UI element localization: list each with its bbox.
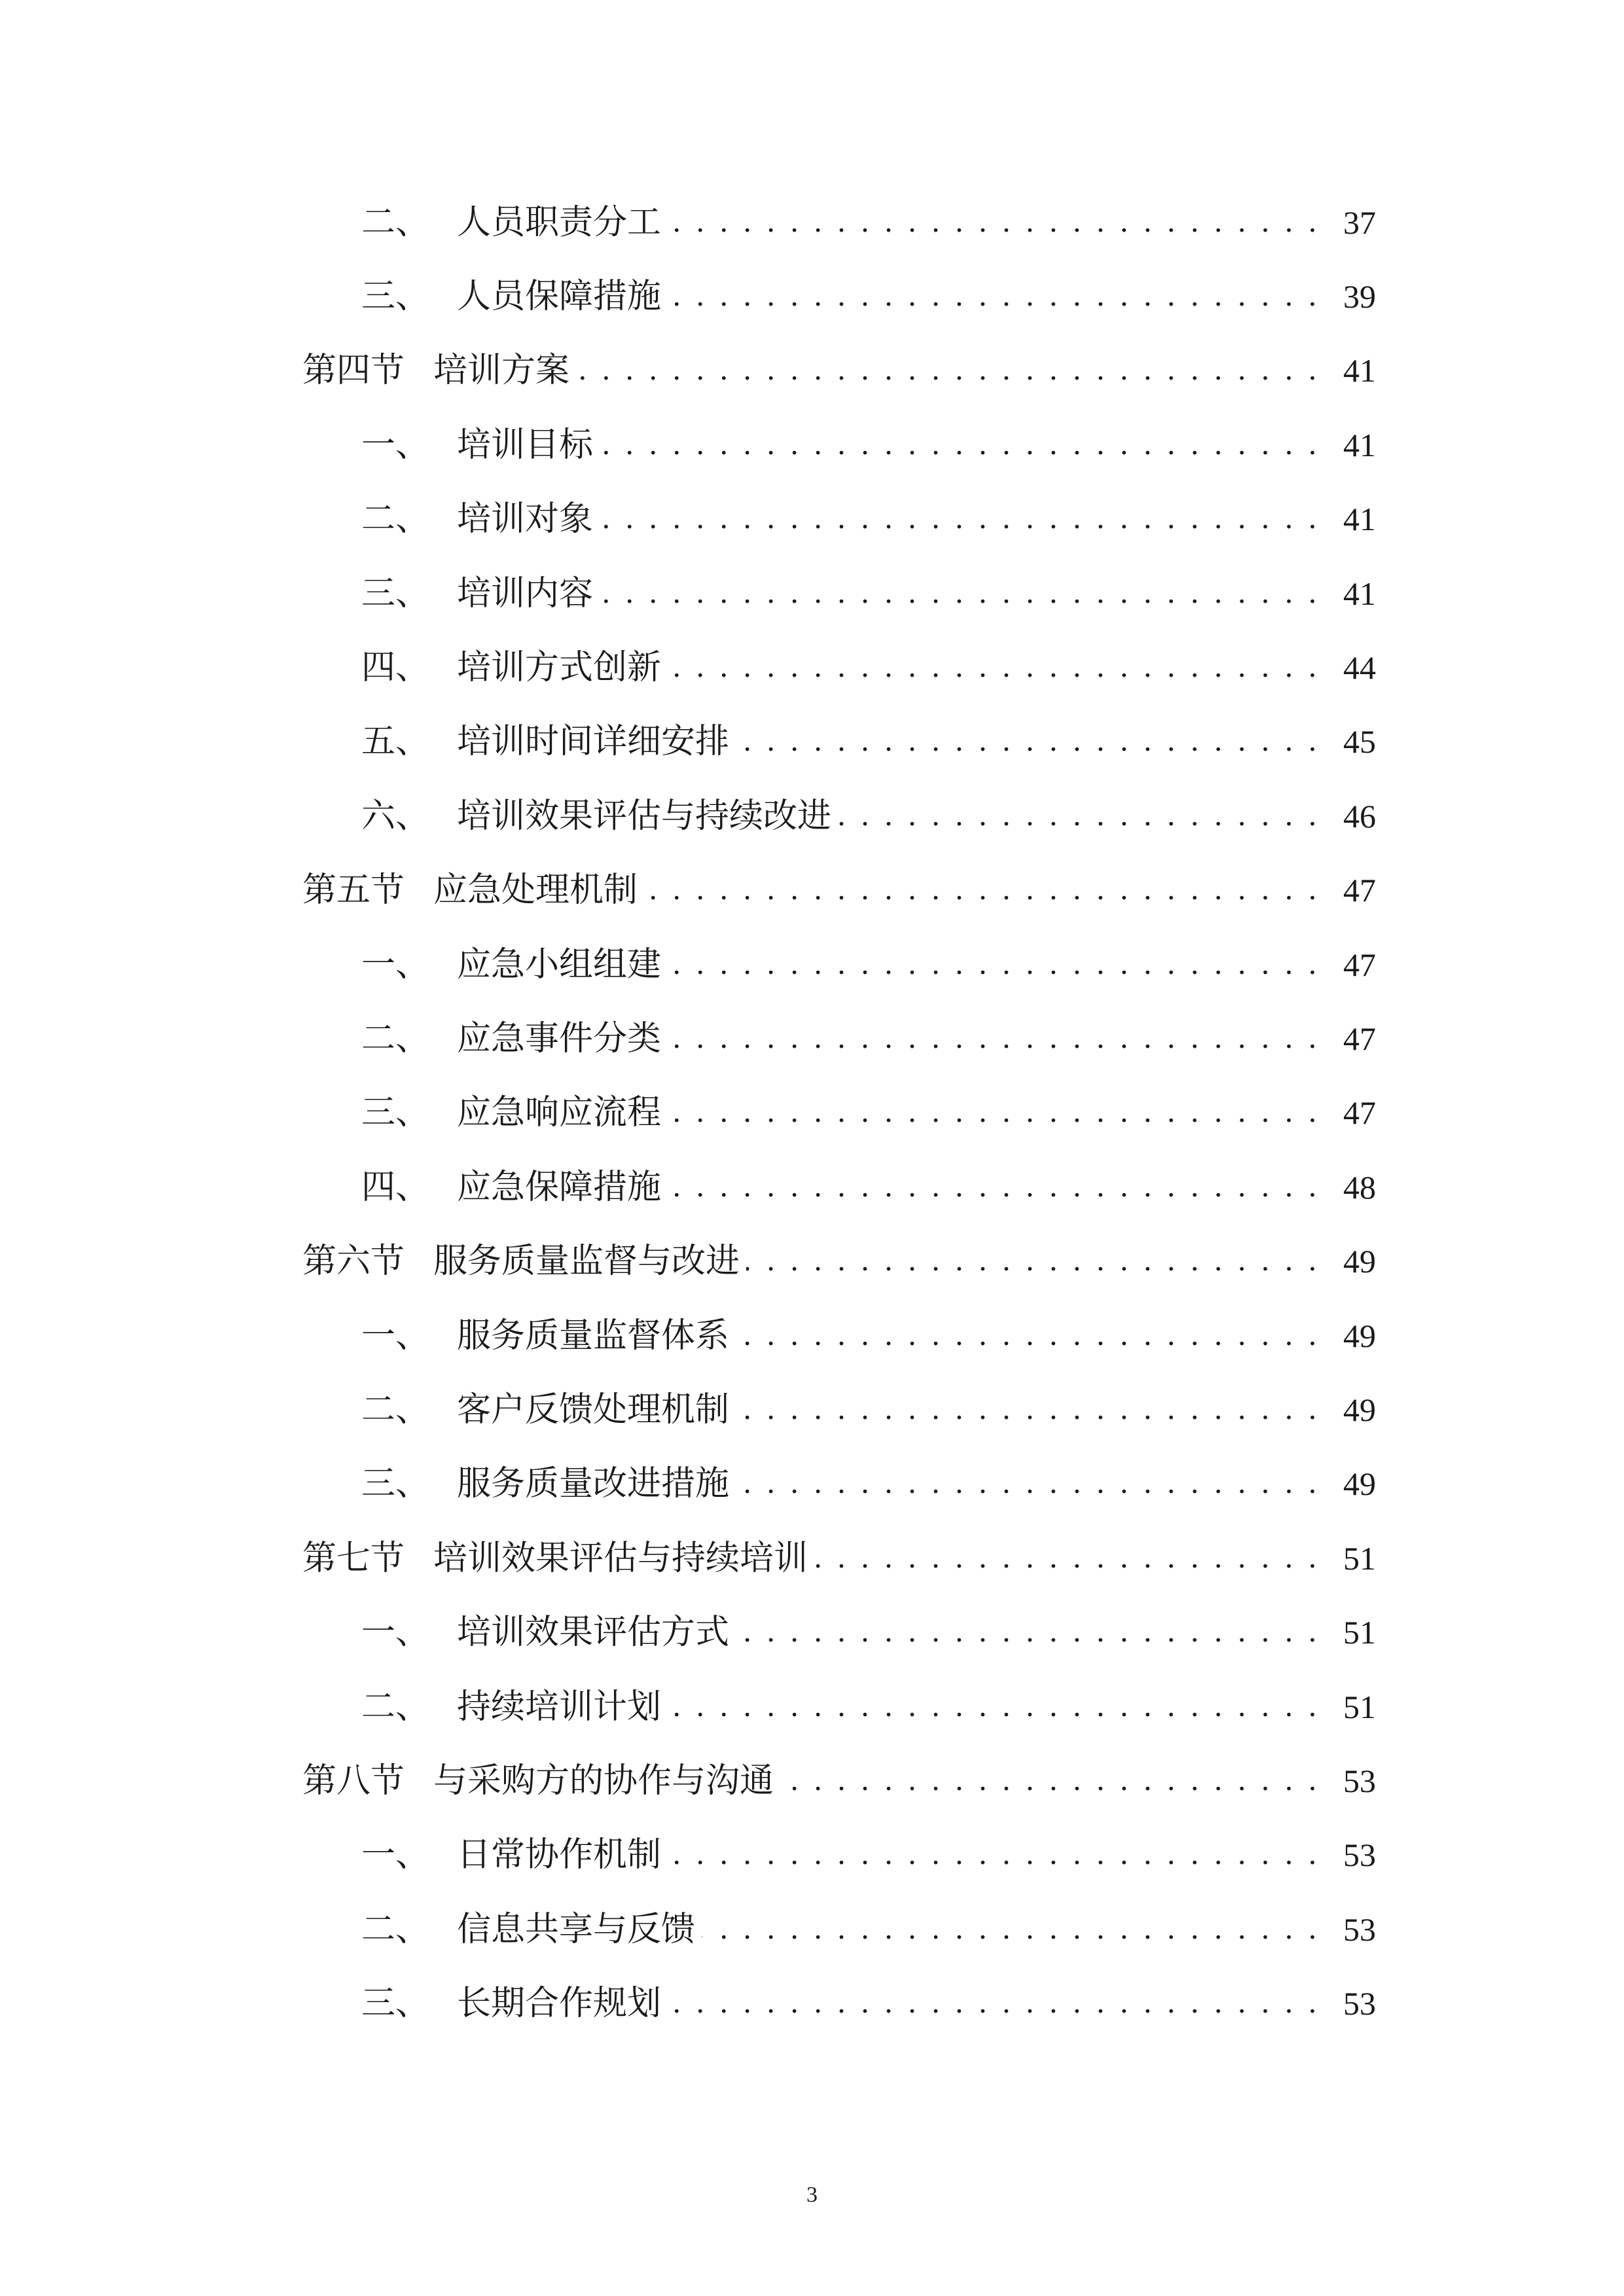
toc-entry-page-number: 46 [1343, 797, 1376, 834]
toc-entry-number: 第五节 [302, 870, 405, 910]
toc-entry-number: 一、 [361, 1835, 430, 1875]
toc-entry-title: 培训效果评估与持续培训 [433, 1538, 808, 1578]
toc-subsection-entry[interactable] [302, 1670, 1376, 1744]
toc-subsection-entry[interactable] [302, 630, 1376, 704]
toc-dot-leader [746, 1244, 1320, 1278]
toc-dot-leader [736, 725, 1320, 759]
toc-section-entry[interactable] [302, 853, 1376, 927]
toc-entry-number: 三、 [361, 573, 430, 613]
toc-entry-number: 三、 [361, 277, 430, 317]
toc-subsection-entry[interactable] [302, 1447, 1376, 1521]
toc-entry-number: 一、 [361, 944, 430, 984]
toc-entry-number: 三、 [361, 1093, 430, 1133]
toc-dot-leader [736, 1467, 1320, 1501]
toc-entry-title: 持续培训计划 [457, 1687, 662, 1727]
toc-dot-leader [668, 1096, 1320, 1130]
toc-subsection-entry[interactable] [302, 927, 1376, 1001]
toc-entry-title: 培训方式创新 [457, 648, 662, 688]
toc-dot-leader [668, 1690, 1320, 1724]
toc-subsection-entry[interactable] [302, 1966, 1376, 2040]
toc-section-entry[interactable] [302, 334, 1376, 408]
toc-entry-page-number: 41 [1343, 426, 1376, 463]
toc-entry-title: 培训目标 [457, 425, 594, 465]
toc-entry-page-number: 53 [1343, 1910, 1376, 1948]
toc-entry-title: 应急处理机制 [433, 870, 638, 910]
toc-entry-number: 二、 [361, 1390, 430, 1429]
toc-dot-leader [576, 353, 1320, 387]
toc-entry-title: 应急保障措施 [457, 1167, 662, 1207]
toc-dot-leader [736, 1393, 1320, 1427]
toc-dot-leader [838, 799, 1320, 833]
toc-entry-title: 人员保障措施 [457, 277, 662, 317]
toc-entry-page-number: 51 [1343, 1539, 1376, 1577]
toc-subsection-entry[interactable] [302, 185, 1376, 259]
toc-entry-page-number: 53 [1343, 1985, 1376, 2022]
toc-entry-page-number: 48 [1343, 1168, 1376, 1206]
toc-entry-number: 三、 [361, 1984, 430, 2024]
toc-subsection-entry[interactable] [302, 1076, 1376, 1150]
toc-entry-page-number: 37 [1343, 204, 1376, 241]
toc-subsection-entry[interactable] [302, 779, 1376, 853]
toc-entry-number: 二、 [361, 1018, 430, 1058]
toc-entry-page-number: 49 [1343, 1243, 1376, 1280]
toc-entry-title: 长期合作规划 [457, 1984, 662, 2024]
toc-dot-leader [668, 1986, 1320, 2020]
toc-entry-number: 第四节 [302, 351, 405, 391]
toc-subsection-entry[interactable] [302, 259, 1376, 333]
table-of-contents [302, 185, 1376, 2041]
toc-dot-leader [702, 1912, 1320, 1946]
toc-dot-leader [668, 1022, 1320, 1056]
toc-section-entry[interactable] [302, 1224, 1376, 1298]
toc-entry-title: 服务质量改进措施 [457, 1464, 730, 1504]
toc-entry-number: 六、 [361, 796, 430, 836]
toc-entry-title: 培训效果评估与持续改进 [457, 796, 832, 836]
toc-entry-page-number: 47 [1343, 1020, 1376, 1057]
toc-entry-number: 第八节 [302, 1761, 405, 1801]
toc-entry-number: 二、 [361, 1687, 430, 1727]
toc-subsection-entry[interactable] [302, 1299, 1376, 1372]
toc-subsection-entry[interactable] [302, 408, 1376, 482]
toc-entry-page-number: 51 [1343, 1614, 1376, 1651]
toc-entry-page-number: 53 [1343, 1837, 1376, 1874]
toc-dot-leader [780, 1764, 1320, 1798]
toc-entry-number: 四、 [361, 1167, 430, 1207]
toc-subsection-entry[interactable] [302, 1892, 1376, 1966]
toc-subsection-entry[interactable] [302, 1372, 1376, 1446]
toc-entry-title: 培训对象 [457, 499, 594, 539]
toc-entry-number: 三、 [361, 1464, 430, 1504]
toc-entry-title: 培训效果评估方式 [457, 1613, 730, 1653]
toc-entry-title: 培训时间详细安排 [457, 722, 730, 762]
toc-dot-leader [600, 428, 1320, 462]
toc-entry-page-number: 44 [1343, 649, 1376, 687]
toc-entry-page-number: 47 [1343, 1094, 1376, 1132]
toc-entry-page-number: 51 [1343, 1688, 1376, 1725]
toc-section-entry[interactable] [302, 1521, 1376, 1595]
toc-entry-number: 一、 [361, 1613, 430, 1653]
toc-entry-title: 人员职责分工 [457, 202, 662, 242]
toc-entry-page-number: 41 [1343, 575, 1376, 612]
toc-dot-leader [668, 1838, 1320, 1872]
toc-dot-leader [668, 948, 1320, 982]
toc-entry-number: 一、 [361, 1316, 430, 1355]
toc-dot-leader [814, 1541, 1320, 1575]
toc-entry-title: 培训内容 [457, 573, 594, 613]
toc-entry-number: 四、 [361, 648, 430, 688]
toc-subsection-entry[interactable] [302, 482, 1376, 556]
toc-dot-leader [668, 206, 1320, 240]
toc-entry-title: 应急响应流程 [457, 1093, 662, 1133]
toc-entry-page-number: 49 [1343, 1465, 1376, 1503]
toc-entry-title: 信息共享与反馈 [457, 1909, 696, 1949]
toc-dot-leader [736, 1615, 1320, 1649]
toc-entry-title: 与采购方的协作与沟通 [433, 1761, 774, 1801]
toc-dot-leader [668, 279, 1320, 314]
toc-subsection-entry[interactable] [302, 1818, 1376, 1892]
toc-entry-page-number: 49 [1343, 1317, 1376, 1354]
toc-entry-page-number: 39 [1343, 278, 1376, 315]
toc-entry-page-number: 47 [1343, 946, 1376, 983]
toc-entry-title: 日常协作机制 [457, 1835, 662, 1875]
toc-entry-number: 二、 [361, 499, 430, 539]
toc-dot-leader [668, 1170, 1320, 1204]
toc-entry-number: 第六节 [302, 1242, 405, 1282]
toc-entry-number: 一、 [361, 425, 430, 465]
toc-subsection-entry[interactable] [302, 1001, 1376, 1075]
toc-entry-number: 二、 [361, 202, 430, 242]
toc-section-entry[interactable] [302, 1744, 1376, 1818]
toc-entry-page-number: 41 [1343, 501, 1376, 538]
page-number-footer: 3 [806, 2183, 818, 2207]
toc-entry-page-number: 53 [1343, 1762, 1376, 1799]
toc-entry-page-number: 49 [1343, 1391, 1376, 1428]
toc-entry-page-number: 45 [1343, 723, 1376, 761]
toc-entry-number: 第七节 [302, 1538, 405, 1578]
toc-entry-title: 应急小组组建 [457, 944, 662, 984]
toc-entry-page-number: 41 [1343, 352, 1376, 389]
toc-entry-title: 客户反馈处理机制 [457, 1390, 730, 1429]
toc-entry-number: 五、 [361, 722, 430, 762]
toc-entry-page-number: 47 [1343, 872, 1376, 909]
toc-dot-leader [644, 873, 1320, 907]
toc-entry-number: 二、 [361, 1909, 430, 1949]
toc-entry-title: 培训方案 [433, 351, 570, 391]
toc-dot-leader [736, 1319, 1320, 1353]
toc-subsection-entry[interactable] [302, 556, 1376, 630]
toc-entry-title: 服务质量监督体系 [457, 1316, 730, 1355]
toc-subsection-entry[interactable] [302, 1595, 1376, 1669]
toc-subsection-entry[interactable] [302, 705, 1376, 779]
toc-dot-leader [600, 577, 1320, 611]
toc-dot-leader [668, 651, 1320, 685]
toc-entry-title: 服务质量监督与改进 [433, 1242, 740, 1282]
toc-dot-leader [600, 502, 1320, 536]
toc-entry-title: 应急事件分类 [457, 1018, 662, 1058]
toc-subsection-entry[interactable] [302, 1150, 1376, 1224]
